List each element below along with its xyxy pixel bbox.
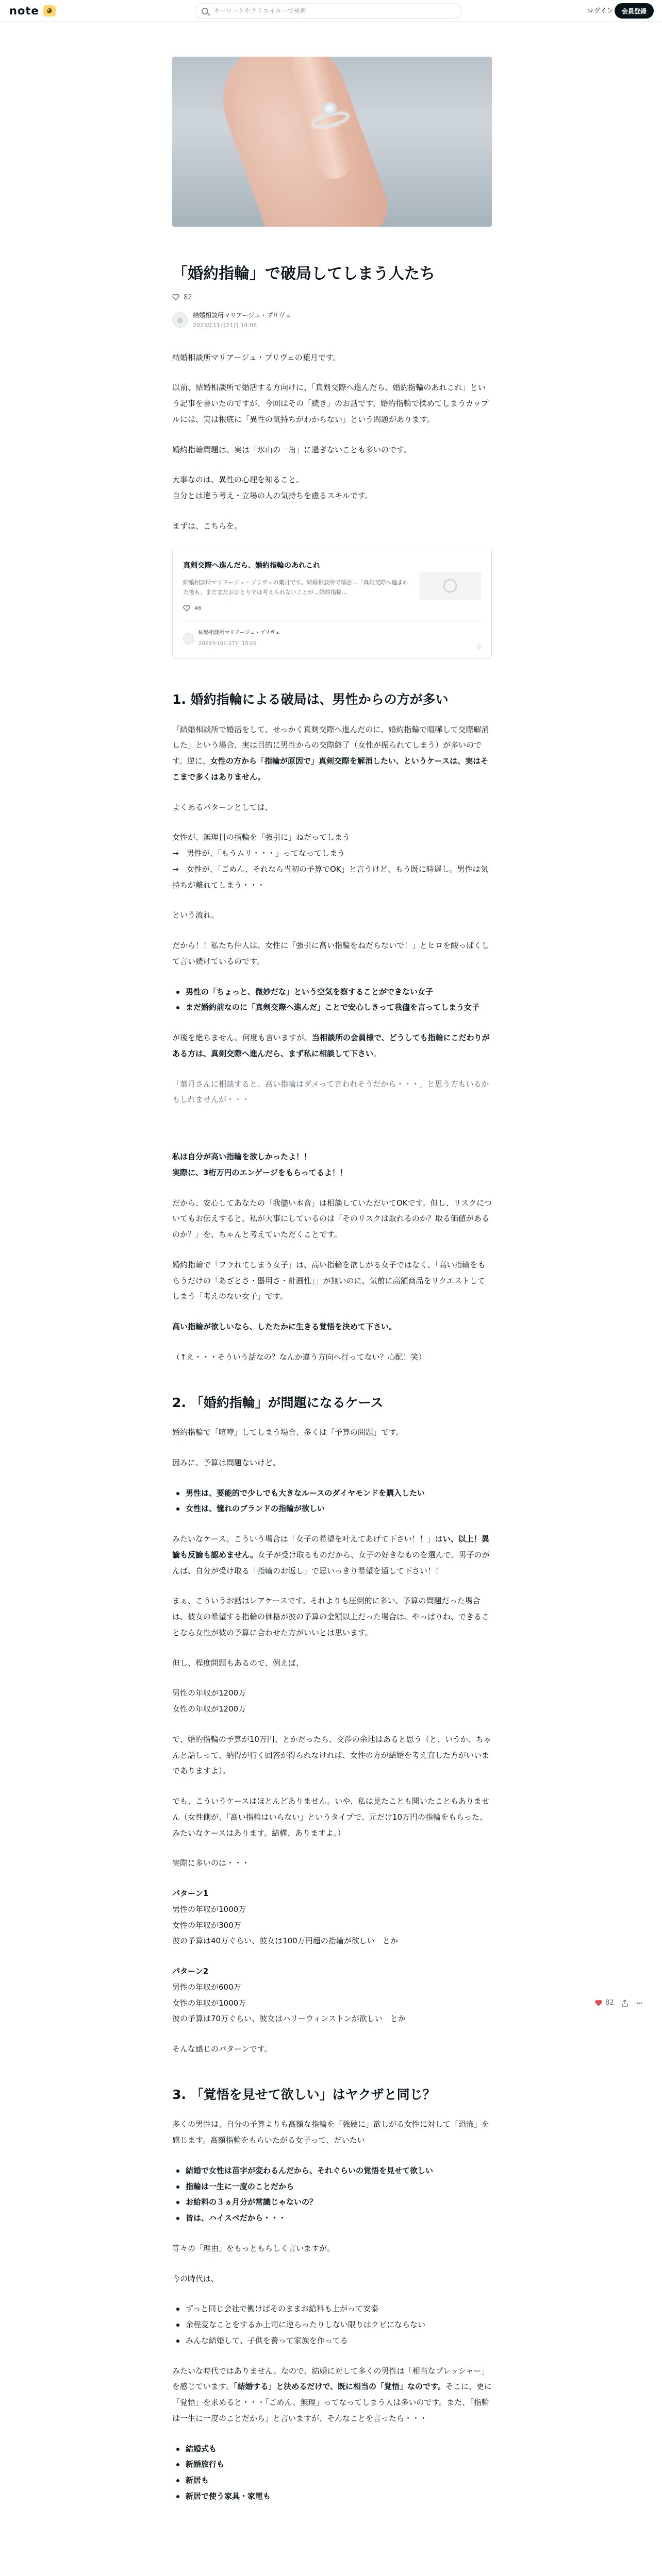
paragraph: みたいな時代ではありません。なので、結婚に対して多くの男性は「相当なプレッシャー」を感じています。「結婚する」と決めるだけで、既に相当の「覚悟」なのです。そこに、更に「覚悟」を求めると・・・「ごめん、無理」ってなってしまう人は多いのです。また、「指輪は一生に一度のことだから」と言いますが、そんなことを言ったら・・・ bbox=[172, 2366, 492, 2423]
bullet-list bbox=[172, 2163, 492, 2226]
paragraph: 男性の年収が600万 bbox=[172, 1982, 241, 1992]
embed-date: 2023年10月27日 15:09 bbox=[198, 640, 257, 647]
paragraph: 高い指輪が欲しいなら、したたかに生きる覚悟を決めて下さい。 bbox=[172, 1322, 397, 1332]
list-item: ずっと同じ会社で働けばそのままお給料も上がって安泰 bbox=[172, 2301, 492, 2317]
article-body bbox=[172, 350, 492, 2504]
heart-icon bbox=[183, 605, 190, 612]
paragraph: 彼の予算は70万ぐらい、彼女はハリーウィンストンが欲しい とか bbox=[172, 2014, 406, 2024]
quote: 「葉月さんに相談すると、高い指輪はダメって言われそうだから・・・」と思う方もいるかもしれませんが・・・ bbox=[172, 1079, 489, 1105]
bullet-list bbox=[172, 2301, 492, 2348]
hero-image bbox=[172, 57, 492, 227]
paragraph: 女性の年収が1000万 bbox=[172, 1998, 246, 2008]
bullet-list bbox=[172, 984, 492, 1016]
top-navigation-bar bbox=[0, 0, 662, 22]
paragraph: みたいなケース。こういう場合は「女子の希望を叶えてあげて下さい！！」はい、以上！異論も反論も認めません。女子が受け取るものだから、女子の好きなものを選んで。男子のがんば、自分が受け取る「指輪のお返し」で思いっきり希望を通して下さい！！ bbox=[172, 1534, 490, 1575]
list-item: 新居も bbox=[172, 2472, 492, 2488]
signup-button[interactable]: 会員登録 bbox=[615, 3, 654, 19]
paragraph: 男性の年収が1200万 bbox=[172, 1688, 246, 1698]
paragraph: という流れ。 bbox=[172, 910, 219, 920]
list-item: 男性の「ちょっと、微妙だな」という空気を察することができない女子 bbox=[172, 984, 492, 1000]
heart-icon[interactable] bbox=[595, 2000, 602, 2006]
paragraph: 大事なのは、異性の心理を知ること。 bbox=[172, 475, 304, 485]
mascot-icon: ◕ bbox=[43, 5, 56, 16]
share-button[interactable] bbox=[621, 1999, 628, 2007]
heart-icon[interactable] bbox=[172, 294, 179, 300]
list-item: 皆は、ハイスペだから・・・ bbox=[172, 2210, 492, 2226]
embed-like-count: 46 bbox=[194, 604, 202, 612]
paragraph: 但し、程度問題もあるので、例えば、 bbox=[172, 1658, 304, 1668]
paragraph: だから、安心してあなたの「我儘い本音」は相談していただいてOKです。但し、リスクについてもお伝えすると、私が大事にしているのは「そのリスクは取れるのか？取る価値があるのか？」を、ちゃんと考えていただくことです。 bbox=[172, 1198, 492, 1240]
section-heading: 3. 「覚悟を見せて欲しい」はヤクザと同じ？ bbox=[172, 2087, 436, 2102]
paragraph: 婚約指輪で「喧嘩」してしまう場合、多くは「予算の問題」です。 bbox=[172, 1428, 404, 1437]
paragraph: 彼の予算は40万ぐらい、彼女は100万円超の指輪が欲しい とか bbox=[172, 1936, 398, 1946]
paragraph: 等々の「理由」をもっともらしく言いますが。 bbox=[172, 2243, 335, 2253]
paragraph: 女性が、無理目の指輪を「強引に」ねだってしまう bbox=[172, 833, 351, 842]
paragraph: 女性の年収が1200万 bbox=[172, 1704, 246, 1714]
paragraph: 実際に多いのは・・・ bbox=[172, 1858, 250, 1868]
list-item: まだ婚約前なのに「真剣交際へ進んだ」ことで安心しきって我儘を言ってしまう女子 bbox=[172, 999, 492, 1015]
article bbox=[172, 57, 492, 2519]
article-title: 「婚約指輪」で破局してしまう人たち bbox=[172, 265, 435, 283]
paragraph: → 男性が、「もうムリ・・・」ってなってしまう bbox=[172, 849, 345, 858]
list-item: お給料の３ヵ月分が常識じゃないの？ bbox=[172, 2194, 492, 2210]
section-heading: 1. 婚約指輪による破局は、男性からの方が多い bbox=[172, 692, 449, 707]
search-input[interactable] bbox=[213, 7, 440, 14]
list-item: 新婚旅行も bbox=[172, 2456, 492, 2472]
paragraph: 婚約指輪で「フラれてしまう女子」は、高い指輪を欲しがる女子ではなく、「高い指輪をもらうだけの「あざとさ・器用さ・計画性」」が無いのに、気前に高額商品をリクエストしてしまう「考えのない女子」です。 bbox=[172, 1260, 486, 1301]
list-item: 結婚で女性は苗字が変わるんだから、それぐらいの覚悟を見せて欲しい bbox=[172, 2163, 492, 2179]
paragraph: パターン2 bbox=[172, 1967, 209, 1976]
more-icon[interactable] bbox=[636, 1999, 643, 2007]
paragraph: でも、こういうケースはほとんどありません。いや、私は見たことも聞いたこともありません（女性側が、「高い指輪はいらない」というタイプで、元だけ10万円の指輪をもらった、みたいなケースはあります。結構、ありますよ。） bbox=[172, 1797, 489, 1838]
note-mark-icon: ◇ bbox=[477, 643, 481, 650]
paragraph: 以前、結婚相談所で婚活する方向けに、「真剣交際へ進んだら、婚約指輪のあれこれ」という記事を書いたのですが、今回はその「続き」のお話です。婚約指輪で揉めてしまうカップルには、実は根底に「異性の気持ちがわからない」という問題があります。 bbox=[172, 383, 489, 424]
paragraph: 「結婚相談所で婚活をして、せっかく真剣交際へ進んだのに、婚約指輪で喧嘩して交際解消した」という場合、実は目的に男性からの交際終了（女性が振られてしまう）が多いのです。逆に、女性の方から「指輪が原因で」真剣交際を解消したい、というケースは、実はそこまで多くはありません。 bbox=[172, 724, 489, 782]
embed-likes bbox=[183, 603, 481, 615]
paragraph: 結婚相談所マリアージュ・プリヴェの葉月です。 bbox=[172, 352, 341, 362]
embed-thumbnail-icon bbox=[419, 572, 481, 600]
search-icon bbox=[202, 8, 208, 14]
list-item: 指輪は一生に一度のことだから bbox=[172, 2179, 492, 2195]
author-info[interactable] bbox=[172, 311, 492, 329]
list-item: 女性は、憧れのブランドの指輪が欲しい bbox=[172, 1501, 492, 1517]
list-item: 男性は、要能的で少しでも大きなルースのダイヤモンドを購入したい bbox=[172, 1485, 492, 1501]
paragraph: が後を絶ちません。何度も言いますが、当相談所の会員様で、どうしても指輪にこだわりがある方は、真剣交際へ進んだら、まず私に相談して下さい。 bbox=[172, 1033, 490, 1058]
paragraph: 私は自分が高い指輪を欲しかったよ！！ bbox=[172, 1152, 312, 1162]
paragraph: 自分とは違う考え・立場の人の気持ちを慮るスキルです。 bbox=[172, 491, 373, 500]
bullet-list bbox=[172, 1485, 492, 1517]
paragraph: そんな感じのパターンです。 bbox=[172, 2044, 272, 2054]
paragraph: → 女性が、「ごめん、それなら当初の予算でOK」と言うけど、もう既に時遅し。男性は気持ちが離れてしまう・・・ bbox=[172, 864, 488, 890]
paragraph: パターン1 bbox=[172, 1889, 209, 1899]
paragraph: 今の時代は、 bbox=[172, 2274, 219, 2283]
author-avatar[interactable]: ◍ bbox=[172, 312, 188, 328]
more-button[interactable] bbox=[636, 1999, 643, 2007]
embedded-article-card[interactable] bbox=[172, 549, 492, 659]
author-name[interactable]: 結婚相談所マリアージュ・プリヴェ bbox=[193, 311, 291, 319]
list-item: みんな結婚して、子供を養って家族を作ってる bbox=[172, 2333, 492, 2349]
embed-title[interactable]: 真剣交際へ進んだら、婚約指輪のあれこれ bbox=[183, 561, 320, 570]
embed-author-name: 結婚相談所マリアージュ・プリヴェ bbox=[198, 630, 280, 636]
list-item: 余程変なことをするか上司に逆らったりしない限りはクビにならない bbox=[172, 2317, 492, 2333]
paragraph: 婚約指輪問題は、実は「氷山の一角」に過ぎないことも多いのです。 bbox=[172, 445, 411, 454]
list-item: 結婚式も bbox=[172, 2441, 492, 2457]
share-icon[interactable] bbox=[621, 1999, 628, 2007]
embed-author bbox=[183, 621, 481, 649]
paragraph: 女性の年収が300万 bbox=[172, 1920, 241, 1930]
paragraph: 男性の年収が1000万 bbox=[172, 1904, 246, 1914]
login-button[interactable]: ログイン bbox=[587, 5, 614, 15]
floating-action-bar bbox=[595, 1999, 650, 2007]
paragraph: （↑え・・・そういう話なの？なんか違う方向へ行ってない？心配！笑） bbox=[172, 1352, 426, 1362]
search-box[interactable] bbox=[195, 3, 462, 19]
publish-date: 2023年11月21日 14:06 bbox=[193, 321, 257, 329]
note-logo[interactable]: note bbox=[9, 4, 39, 17]
paragraph: 多くの男性は、自分の予算よりも高額な指輪を「強硬に」欲しがる女性に対して「恐怖」を感じます。高額指輪をもらいたがる女子って、だいたい bbox=[172, 2120, 490, 2145]
like-count: 82 bbox=[184, 293, 192, 301]
paragraph: まずは、こちらを。 bbox=[172, 521, 242, 531]
paragraph: 実際に、3桁万円のエンゲージをもらってるよ！！ bbox=[172, 1167, 347, 1177]
like-area[interactable] bbox=[172, 294, 492, 301]
list-item: 新居で使う家具・家電も bbox=[172, 2488, 492, 2504]
side-like-count: 82 bbox=[605, 1999, 614, 2007]
embed-author-avatar bbox=[183, 633, 194, 645]
paragraph: よくあるパターンとしては、 bbox=[172, 802, 273, 812]
paragraph: まぁ、こういうお話はレアケースです。それよりも圧倒的に多い、予算の問題だった場合は、彼女の希望する指輪の価格が彼の予算の金額以上だった場合は、やっぱりね、できることなら女性が彼の予算に合わせた方がいいとは思います。 bbox=[172, 1596, 490, 1637]
paragraph: 因みに、予算は問題ないけど、 bbox=[172, 1458, 281, 1467]
bullet-list bbox=[172, 2441, 492, 2504]
side-like-button[interactable] bbox=[595, 1999, 614, 2007]
paragraph: で、婚約指輪の予算が10万円、とかだったら、交渉の余地はあると思う（と、いうか、ちゃんと話しって、納得が行く回答が得られなければ、女性の方が結婚を考え直した方がいいまでありますよ）。 bbox=[172, 1734, 491, 1776]
section-heading: 2. 「婚約指輪」が問題になるケース bbox=[172, 1395, 384, 1410]
embed-excerpt: 結婚相談所マリアージュ・プリヴェの葉月です。結婚相談所で婚活…「真剣交際へ進まれた後も、まだまだおひとりでは考えられないことが…婚約指輪… bbox=[183, 579, 409, 596]
paragraph: だから！！私たち仲人は、女性に「強引に高い指輪をねだらないで！」とヒロを酸っぱくして言い続けているのです。 bbox=[172, 941, 490, 966]
